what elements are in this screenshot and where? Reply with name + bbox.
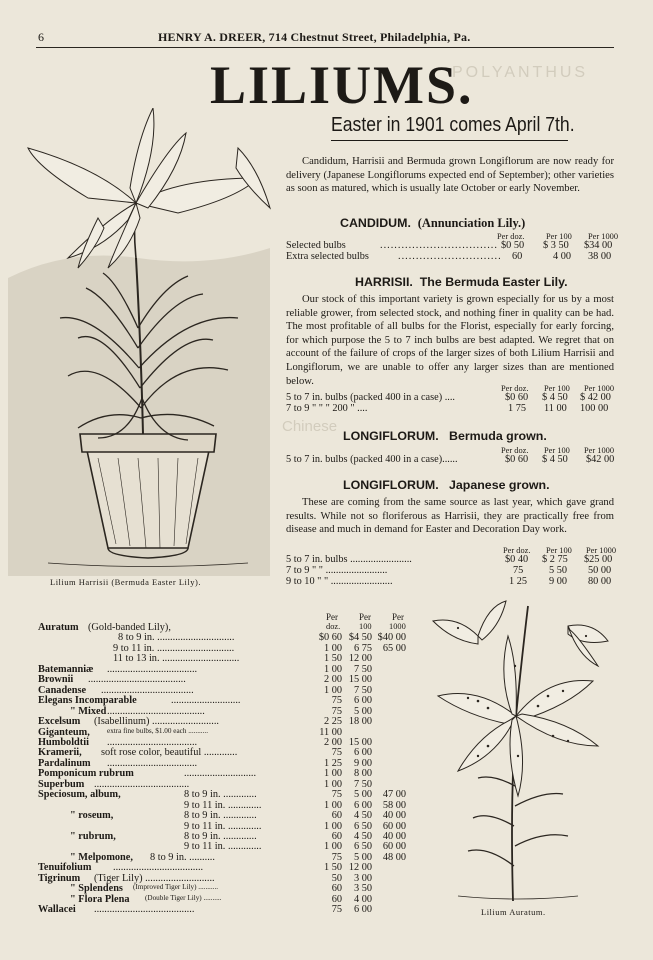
lily-name: Wallacei xyxy=(38,904,76,915)
left-figure-caption: Lilium Harrisii (Bermuda Easter Lily). xyxy=(50,577,201,587)
lily-detail: (Improved Tiger Lily) ........... xyxy=(133,883,219,891)
lily-detail: ...................................... xyxy=(88,674,186,685)
lily-detail: ............................ xyxy=(184,768,257,779)
lily-name: " Melpomone, xyxy=(70,852,133,863)
price-list-row xyxy=(0,653,653,664)
lily-detail: ................................... xyxy=(107,737,198,748)
price: $0 60 xyxy=(505,392,529,403)
list-price: 75 xyxy=(331,852,342,863)
list-col-per: Per xyxy=(359,612,371,622)
right-figure-caption: Lilium Auratum. xyxy=(481,907,546,917)
list-price: 9 00 xyxy=(353,758,372,769)
list-price: 60 xyxy=(331,883,342,894)
lily-detail: (Tiger Lily) ........................... xyxy=(94,873,215,884)
col-per-doz: Per doz. xyxy=(501,446,529,455)
list-price: 5 00 xyxy=(353,789,372,800)
dot-leader: ............................. xyxy=(398,251,502,262)
candidum-row-label: Extra selected bulbs xyxy=(286,251,369,262)
col-per-doz: Per doz. xyxy=(501,384,529,393)
list-col-doz: doz. xyxy=(326,622,341,631)
lily-name: Brownii xyxy=(38,674,74,685)
list-price: 60 xyxy=(331,810,342,821)
list-price: 4 50 xyxy=(353,810,372,821)
list-price: 3 00 xyxy=(353,873,372,884)
intro-text: Candidum, Harrisii and Bermuda grown Longiflorum are now ready for delivery (Japanese Longiflorums expected end of September); other varieties as soon as matured, which is usually late October or early November. xyxy=(286,156,614,195)
list-price: 1 00 xyxy=(323,768,342,779)
list-price: 15 00 xyxy=(348,674,372,685)
lily-detail: ....................................... xyxy=(94,904,195,915)
japanese-row-label: 9 to 10 " " ........................ xyxy=(286,576,393,587)
price: 100 00 xyxy=(580,403,609,414)
price: $42 00 xyxy=(586,454,615,465)
price: 5 50 xyxy=(549,565,568,576)
list-price: 15 00 xyxy=(348,737,372,748)
list-price: 2 00 xyxy=(323,674,342,685)
price: $ 42 00 xyxy=(580,392,611,403)
price-list-row xyxy=(0,632,653,643)
lily-name: Superbum xyxy=(38,779,85,790)
candidum-row-label: Selected bulbs xyxy=(286,240,346,251)
price: 1 25 xyxy=(509,576,528,587)
lily-detail: ................................... xyxy=(107,664,198,675)
list-price: 18 00 xyxy=(348,716,372,727)
longiflorum-japanese-paragraph xyxy=(286,496,614,537)
longiflorum-title: LONGIFLORUM. xyxy=(343,429,439,443)
harrisii-subtitle: The Bermuda Easter Lily. xyxy=(419,275,568,289)
japanese-row-label: 5 to 7 in. bulbs ........................ xyxy=(286,554,412,565)
list-price: 6 00 xyxy=(353,904,372,915)
header-rule xyxy=(36,47,614,48)
lily-detail: 9 to 11 in. ............. xyxy=(184,821,262,832)
japanese-row-label: 7 to 9 " " ........................ xyxy=(286,565,388,576)
lily-detail: 8 to 9 in. ............. xyxy=(184,789,257,800)
list-price: 48 00 xyxy=(382,852,406,863)
list-price: 5 00 xyxy=(353,852,372,863)
price: $0 50 xyxy=(501,240,525,251)
list-price: 6 75 xyxy=(353,643,372,654)
longiflorum-title: LONGIFLORUM. xyxy=(343,478,439,492)
lily-detail: (Gold-banded Lily), xyxy=(88,622,171,633)
list-price: 60 xyxy=(331,894,342,905)
list-price: 4 00 xyxy=(353,894,372,905)
harrisii-row-label: 7 to 9 " " " 200 " .... xyxy=(286,403,368,414)
longiflorum-subtitle: Bermuda grown. xyxy=(449,429,547,443)
harrisii-paragraph xyxy=(286,293,614,388)
list-col-100: 100 xyxy=(359,622,372,631)
price: $25 00 xyxy=(584,554,613,565)
lilium-harrisii-illustration xyxy=(8,108,276,576)
list-price: 4 50 xyxy=(353,831,372,842)
list-price: 75 xyxy=(331,695,342,706)
lily-name: Pomponicum rubrum xyxy=(38,768,134,779)
longiflorum-japanese-text: These are coming from the same source as last year, which gave grand results. While not so floriferous as Harrisii, they are practically free from disease and much in demand for Easter and Decoration Day work. xyxy=(286,497,614,536)
longiflorum-subtitle: Japanese grown. xyxy=(449,478,550,492)
list-price: 2 25 xyxy=(323,716,342,727)
list-price: 1 00 xyxy=(323,841,342,852)
list-price: 5 00 xyxy=(353,706,372,717)
list-price: 1 50 xyxy=(323,653,342,664)
list-price: 75 xyxy=(331,747,342,758)
list-price: 3 50 xyxy=(353,883,372,894)
list-col-per: Per xyxy=(392,612,404,622)
price: 1 75 xyxy=(508,403,527,414)
list-price: $40 00 xyxy=(377,632,406,643)
longiflorum-japanese-heading xyxy=(343,478,550,492)
lily-name: Elegans Incomparable xyxy=(38,695,137,706)
lily-detail: extra fine bulbs, $1.00 each ........... xyxy=(107,727,208,735)
price: 60 xyxy=(512,251,523,262)
bleed-through-text: POLYANTHUS xyxy=(452,64,589,81)
list-price: 60 00 xyxy=(382,821,406,832)
list-price: 40 00 xyxy=(382,810,406,821)
lily-detail: 9 to 11 in. ............. xyxy=(184,800,262,811)
page-number: 6 xyxy=(38,30,44,44)
col-per-doz: Per doz. xyxy=(497,232,525,241)
price: 38 00 xyxy=(588,251,612,262)
price-list-row xyxy=(0,747,653,758)
list-price: 1 50 xyxy=(323,862,342,873)
lily-detail: 8 to 9 in. ............. xyxy=(184,810,257,821)
price: 9 00 xyxy=(549,576,568,587)
harrisii-title: HARRISII. xyxy=(355,275,413,289)
lily-detail: (Double Tiger Lily) .......... xyxy=(145,894,222,902)
price: 75 xyxy=(513,565,524,576)
lily-name: Kramerii, xyxy=(38,747,82,758)
harrisii-row-label: 5 to 7 in. bulbs (packed 400 in a case) .... xyxy=(286,392,455,403)
list-price: 1 25 xyxy=(323,758,342,769)
price: 11 00 xyxy=(544,403,567,414)
list-price: 6 00 xyxy=(353,747,372,758)
col-per-100: Per 100 xyxy=(546,232,572,241)
price-list-row xyxy=(0,810,653,821)
price: $0 40 xyxy=(505,554,529,565)
price: $ 4 50 xyxy=(542,454,568,465)
list-price: 40 00 xyxy=(382,831,406,842)
list-price: 6 00 xyxy=(353,800,372,811)
lily-name: Tigrinum xyxy=(38,873,81,884)
list-price: 65 00 xyxy=(382,643,406,654)
list-price: 1 00 xyxy=(323,821,342,832)
list-col-1000: 1000 xyxy=(389,622,406,631)
price: $34 00 xyxy=(584,240,613,251)
lily-detail: ................................... xyxy=(107,758,198,769)
col-per-100: Per 100 xyxy=(544,384,570,393)
col-per-1000: Per 1000 xyxy=(584,384,615,393)
list-price: 47 00 xyxy=(382,789,406,800)
list-price: 7 50 xyxy=(353,664,372,675)
list-price: 7 50 xyxy=(353,779,372,790)
lily-detail: ...................................... xyxy=(107,706,205,717)
list-price: 1 00 xyxy=(323,800,342,811)
list-price: 1 00 xyxy=(323,643,342,654)
lily-name: Excelsum xyxy=(38,716,81,727)
longiflorum-bermuda-heading xyxy=(343,429,547,443)
lily-detail: soft rose color, beautiful ............. xyxy=(101,747,238,758)
candidum-title: CANDIDUM. xyxy=(340,216,411,230)
list-price: 6 50 xyxy=(353,841,372,852)
price-list-row xyxy=(0,768,653,779)
running-header: HENRY A. DREER, 714 Chestnut Street, Philadelphia, Pa. xyxy=(158,30,471,44)
lily-name: Canadense xyxy=(38,685,87,696)
lily-name: Pardalinum xyxy=(38,758,91,769)
price-list-row xyxy=(0,674,653,685)
price: 50 00 xyxy=(588,565,612,576)
list-price: 50 xyxy=(331,873,342,884)
lily-name: Tenuifolium xyxy=(38,862,92,873)
col-per-1000: Per 1000 xyxy=(588,232,619,241)
list-price: 75 xyxy=(331,706,342,717)
lily-name: " roseum, xyxy=(70,810,114,821)
list-price: 60 xyxy=(331,831,342,842)
lily-detail: 8 to 9 in. .............................. xyxy=(118,632,235,643)
list-price: 8 00 xyxy=(353,768,372,779)
lily-name: " rubrum, xyxy=(70,831,116,842)
lily-detail: 8 to 9 in. .......... xyxy=(150,852,215,863)
lily-detail: ..................................... xyxy=(94,779,190,790)
lily-name: Batemanniæ xyxy=(38,664,94,675)
dot-leader: ................................. xyxy=(380,240,498,251)
price: 80 00 xyxy=(588,576,612,587)
lily-detail: ........................... xyxy=(171,695,241,706)
price-list-row xyxy=(0,841,653,852)
price: $ 3 50 xyxy=(543,240,569,251)
list-price: 60 00 xyxy=(382,841,406,852)
price-list-row xyxy=(0,883,653,894)
lily-name: Humboldtii xyxy=(38,737,89,748)
list-price: $0 60 xyxy=(318,632,342,643)
lily-name: Auratum xyxy=(38,622,79,633)
list-price: 11 00 xyxy=(319,727,342,738)
price: $ 2 75 xyxy=(542,554,568,565)
price-list-row xyxy=(0,695,653,706)
longiflorum-row-label: 5 to 7 in. bulbs (packed 400 in a case)...... xyxy=(286,454,458,465)
candidum-heading xyxy=(340,216,525,231)
price-list-row xyxy=(0,862,653,873)
page-title: LILIUMS. xyxy=(210,55,474,115)
lily-detail: .................................... xyxy=(101,685,194,696)
harrisii-text: Our stock of this important variety is grown especially for us by a most reliable grower, from selected stock, and nothing finer in quality can be had. The most profitable of all bulbs for the Florist, especially for early forcing, for which purpose the 5 to 7 inch bulbs are best adapted. We regret that on account of the failure of crops of the larger sizes of both Lilium Harrisii and Longiflorum, we are unable to offer any larger sizes than are mentioned below. xyxy=(286,294,614,387)
lily-detail: 11 to 13 in. .............................. xyxy=(113,653,240,664)
subtitle-underline xyxy=(331,140,568,141)
price-list-row xyxy=(0,716,653,727)
easter-subtitle: Easter in 1901 comes April 7th. xyxy=(331,114,575,136)
col-per-1000: Per 1000 xyxy=(584,446,615,455)
list-price: 1 00 xyxy=(323,779,342,790)
lily-name: " Mixed xyxy=(70,706,107,717)
price: 4 00 xyxy=(553,251,572,262)
list-price: 6 00 xyxy=(353,695,372,706)
list-price: 2 00 xyxy=(323,737,342,748)
list-price: $4 50 xyxy=(348,632,372,643)
lily-name: " Flora Plena xyxy=(70,894,130,905)
list-price: 75 xyxy=(331,904,342,915)
lily-detail: (Isabellinum) .......................... xyxy=(94,716,219,727)
col-per-1000: Per 1000 xyxy=(586,546,617,555)
list-price: 6 50 xyxy=(353,821,372,832)
price-list-row xyxy=(0,789,653,800)
list-price: 1 00 xyxy=(323,664,342,675)
lily-detail: 8 to 9 in. ............. xyxy=(184,831,257,842)
list-col-per: Per xyxy=(326,612,338,622)
price: $0 60 xyxy=(505,454,529,465)
lily-name: Giganteum, xyxy=(38,727,90,738)
list-price: 12 00 xyxy=(348,653,372,664)
lily-detail: ................................... xyxy=(113,862,204,873)
bleed-through-text: Chinese xyxy=(282,418,338,435)
lily-name: Speciosum, album, xyxy=(38,789,121,800)
list-price: 7 50 xyxy=(353,685,372,696)
list-price: 75 xyxy=(331,789,342,800)
candidum-subtitle: (Annunciation Lily.) xyxy=(417,216,526,230)
price: $ 4 50 xyxy=(542,392,568,403)
harrisii-heading xyxy=(355,275,568,289)
col-per-doz: Per doz. xyxy=(503,546,531,555)
lily-detail: 9 to 11 in. .............................. xyxy=(113,643,235,654)
col-per-100: Per 100 xyxy=(546,546,572,555)
price-list-row xyxy=(0,904,653,915)
list-price: 12 00 xyxy=(348,862,372,873)
lily-detail: 9 to 11 in. ............. xyxy=(184,841,262,852)
list-price: 58 00 xyxy=(382,800,406,811)
lily-name: " Splendens xyxy=(70,883,123,894)
list-price: 1 00 xyxy=(323,685,342,696)
intro-paragraph xyxy=(286,155,614,196)
col-per-100: Per 100 xyxy=(544,446,570,455)
